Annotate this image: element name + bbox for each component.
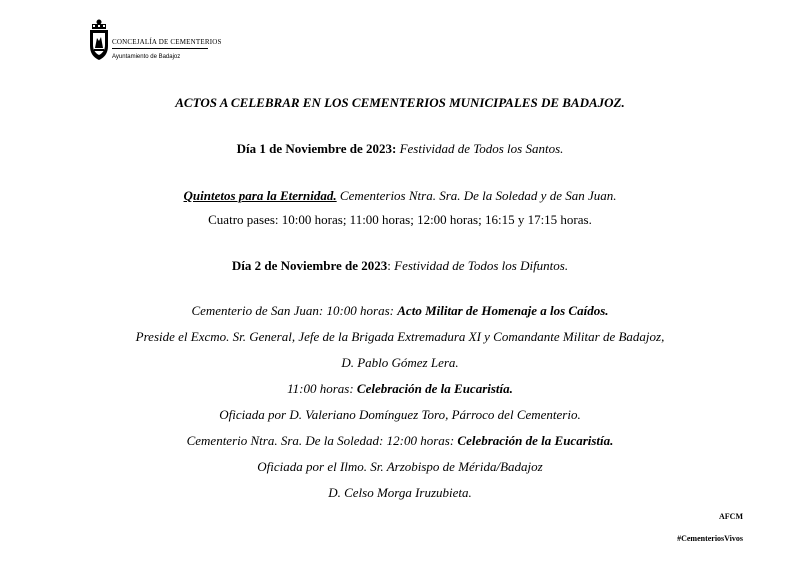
day2-date: Día 2 de Noviembre de 2023 (231, 258, 388, 273)
day2-feast: Festividad de Todos los Difuntos. (394, 258, 569, 273)
mass1-line (0, 381, 800, 397)
header-divider (112, 48, 208, 49)
military-act-line (0, 303, 800, 319)
day1-feast: Festividad de Todos los Santos. (399, 141, 564, 156)
military-act: Acto Militar de Homenaje a los Caídos. (397, 303, 609, 318)
footer-hashtag: #CementeriosVivos (677, 534, 743, 543)
coat-of-arms-icon (88, 18, 110, 62)
soledad-time: Cementerio Ntra. Sra. De la Soledad: 12:00 horas: (186, 433, 455, 448)
day2-line (0, 258, 800, 274)
archbishop-name: D. Celso Morga Iruzubieta. (328, 485, 472, 500)
council-name: Ayuntamiento de Badajoz (112, 54, 181, 60)
office-name: CONCEJALÍA DE CEMENTERIOS (112, 38, 222, 46)
day1-line (0, 141, 800, 157)
officiant1-line: Oficiada por D. Valeriano Domínguez Toro, Párroco del Cementerio. (219, 407, 581, 422)
document-title: ACTOS A CELEBRAR EN LOS CEMENTERIOS MUNICIPALES DE BADAJOZ. (175, 95, 625, 110)
presides-line: Preside el Excmo. Sr. General, Jefe de la Brigada Extremadura XI y Comandante Militar de Badajoz, (135, 329, 665, 344)
day2-colon: : (387, 258, 391, 273)
officiant2-line: Oficiada por el Ilmo. Sr. Arzobispo de Mérida/Badajoz (257, 459, 543, 474)
quintets-line (0, 188, 800, 204)
footer-initials: AFCM (719, 512, 743, 521)
mass1-title: Celebración de la Eucaristía. (356, 381, 513, 396)
general-name: D. Pablo Gómez Lera. (341, 355, 459, 370)
quintets-times: Cuatro pases: 10:00 horas; 11:00 horas; 12:00 horas; 16:15 y 17:15 horas. (208, 212, 592, 227)
mass2-title: Celebración de la Eucaristía. (457, 433, 614, 448)
quintets-places: Cementerios Ntra. Sra. De la Soledad y de San Juan. (339, 188, 617, 203)
sanjuan-time: Cementerio de San Juan: 10:00 horas: (191, 303, 395, 318)
mass1-time: 11:00 horas: (287, 381, 354, 396)
day1-date: Día 1 de Noviembre de 2023: (236, 141, 397, 156)
mass2-line (0, 433, 800, 449)
quintets-name: Quintetos para la Eternidad. (183, 188, 337, 203)
